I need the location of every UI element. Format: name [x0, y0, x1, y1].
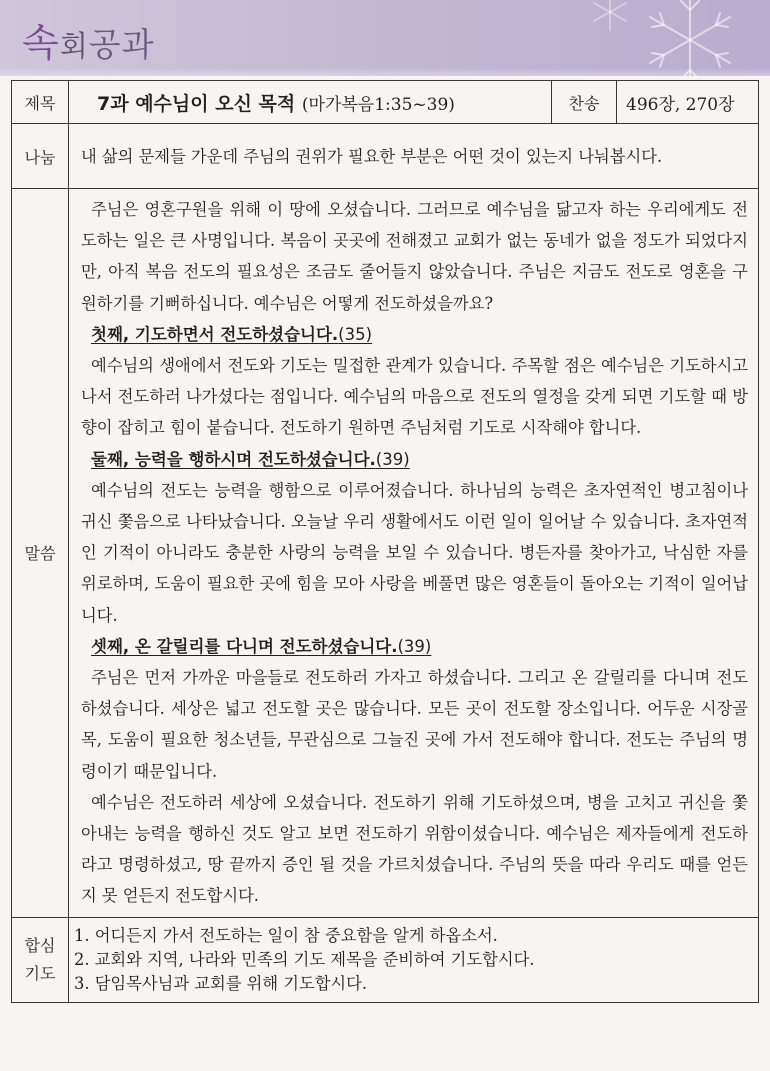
brand-first: 속: [22, 21, 60, 65]
hymn-numbers: 496장, 270장: [617, 81, 759, 124]
prayer-label: 합심 기도: [12, 917, 69, 1002]
prayer-item: 1. 어디든지 가서 전도하는 일이 참 중요함을 알게 하옵소서.: [74, 925, 498, 945]
brand-rest: 공과: [88, 25, 155, 64]
header-band: [0, 0, 770, 76]
lesson-title: 7과 예수님이 오신 목적: [97, 92, 296, 115]
sharing-text: 내 삶의 문제들 가운데 주님의 권위가 필요한 부분은 어떤 것이 있는지 나눠봅시다.: [69, 124, 759, 189]
section-heading: 첫째, 기도하면서 전도하셨습니다.(35): [91, 324, 373, 344]
lesson-title-cell: [69, 81, 552, 124]
word-row: [12, 189, 759, 918]
section-heading: 둘째, 능력을 행하시며 전도하셨습니다.(39): [91, 449, 410, 469]
lesson-sheet: [11, 80, 759, 1003]
hymn-label: 찬송: [552, 81, 617, 124]
snowflake-icon: [570, 0, 770, 76]
brand-logo: [22, 12, 155, 67]
section-paragraph: 주님은 먼저 가까운 마을들로 전도하러 가자고 하셨습니다. 그리고 온 갈릴리를 다니며 전도하셨습니다. 세상은 넓고 전도할 곳은 많습니다. 모든 곳이 전도할 장소입니다. 어두운 시장골목, 도움이 필요한 청소년들, 무관심으로 그늘진 곳에 가서 전도해야 합니다. 전도는 주님의 명령이기 때문입니다.: [81, 668, 748, 781]
verse-number: (35): [338, 324, 373, 344]
sharing-row: [12, 124, 759, 189]
verse-number: (39): [397, 636, 432, 656]
sharing-label: 나눔: [12, 124, 69, 189]
prayer-list: [69, 917, 759, 1002]
prayer-row: [12, 917, 759, 1002]
prayer-item: 3. 담임목사님과 교회를 위해 기도합시다.: [74, 973, 368, 993]
section-paragraph: 예수님의 생애에서 전도와 기도는 밀접한 관계가 있습니다. 주목할 점은 예수님은 기도하시고 나서 전도하러 나가셨다는 점입니다. 예수님의 마음으로 전도의 열정을 갖게 되면 기도할 때 방향이 잡히고 힘이 붙습니다. 전도하기 원하면 주님처럼 기도로 시작해야 합니다.: [81, 356, 748, 438]
closing-paragraph: 예수님은 전도하러 세상에 오셨습니다. 전도하기 위해 기도하셨으며, 병을 고치고 귀신을 쫓아내는 능력을 행하신 것도 알고 보면 전도하기 위함이셨습니다. 예수님은 제자들에게 전도하라고 명령하셨고, 땅 끝까지 증인 될 것을 가르치셨습니다. 주님의 뜻을 따라 우리도 때를 얻든지 못 얻든지 전도합시다.: [81, 792, 748, 906]
scripture-reference: (마가복음1:35~39): [301, 94, 455, 115]
section-heading: 셋째, 온 갈릴리를 다니며 전도하셨습니다.(39): [91, 636, 432, 656]
brand-small: 회: [59, 29, 89, 63]
word-body: [69, 189, 759, 918]
title-label: 제목: [12, 81, 69, 124]
intro-paragraph: 주님은 영혼구원을 위해 이 땅에 오셨습니다. 그러므로 예수님을 닮고자 하는 우리에게도 전도하는 일은 큰 사명입니다. 복음이 곳곳에 전해졌고 교회가 없는 동네가 없을 정도가 되었다지만, 아직 복음 전도의 필요성은 조금도 줄어들지 않았습니다. 주님은 지금도 전도로 영혼을 구원하기를 기뻐하십니다. 예수님은 어떻게 전도하셨을까요?: [81, 200, 748, 313]
verse-number: (39): [375, 449, 410, 469]
title-row: [12, 81, 759, 124]
section-paragraph: 예수님의 전도는 능력을 행함으로 이루어졌습니다. 하나님의 능력은 초자연적인 병고침이나 귀신 쫓음으로 나타났습니다. 오늘날 우리 생활에서도 이런 일이 일어날 수 있습니다. 초자연적인 기적이 아니라도 충분한 사랑의 능력을 보일 수 있습니다. 병든자를 찾아가고, 낙심한 자를 위로하며, 도움이 필요한 곳에 힘을 모아 사랑을 베풀면 많은 영혼들이 돌아오는 기적이 일어납니다.: [81, 480, 748, 625]
word-label: 말씀: [12, 189, 69, 918]
prayer-item: 2. 교회와 지역, 나라와 민족의 기도 제목을 준비하여 기도합시다.: [74, 949, 535, 969]
